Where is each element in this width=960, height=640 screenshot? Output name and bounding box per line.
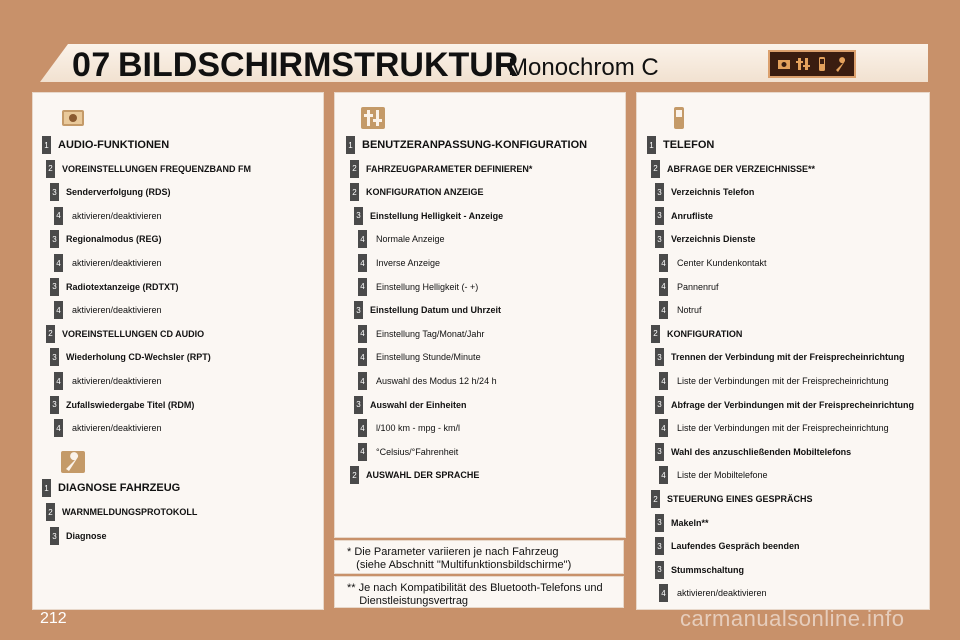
- menu-item: [358, 278, 478, 296]
- menu-item: [358, 230, 445, 248]
- level-badge: 4: [54, 207, 63, 225]
- audio-icon: [776, 56, 792, 72]
- level-badge: 4: [358, 230, 367, 248]
- menu-item: [346, 136, 587, 154]
- level-badge: 3: [354, 396, 363, 414]
- menu-item-label: aktivieren/deaktivieren: [72, 210, 162, 221]
- menu-item-label: VOREINSTELLUNGEN CD AUDIO: [62, 328, 205, 339]
- level-badge: 3: [655, 514, 664, 532]
- level-badge: 1: [647, 136, 656, 154]
- level-badge: 3: [50, 348, 59, 366]
- level-badge: 4: [358, 278, 367, 296]
- menu-item: [659, 278, 719, 296]
- menu-item-label: KONFIGURATION ANZEIGE: [366, 187, 484, 198]
- menu-item: [358, 254, 440, 272]
- level-badge: 3: [50, 527, 59, 545]
- page-title: BILDSCHIRMSTRUKTUR: [118, 46, 519, 84]
- menu-item: [659, 301, 702, 319]
- menu-item-label: l/100 km - mpg - km/l: [376, 423, 461, 434]
- menu-item: [358, 443, 458, 461]
- level-badge: 3: [655, 183, 664, 201]
- level-badge: 2: [46, 325, 55, 343]
- level-badge: 3: [655, 561, 664, 579]
- level-badge: 3: [354, 301, 363, 319]
- level-badge: 2: [46, 160, 55, 178]
- menu-item: [651, 160, 815, 178]
- level-badge: 2: [46, 503, 55, 521]
- menu-item: [655, 183, 754, 201]
- page-number: 212: [40, 610, 67, 627]
- menu-item-label: Liste der Verbindungen mit der Freisprecheinrichtung: [677, 423, 889, 434]
- menu-item-label: Verzeichnis Telefon: [671, 187, 755, 198]
- level-badge: 4: [54, 301, 63, 319]
- level-badge: 1: [42, 136, 51, 154]
- menu-item: [54, 372, 162, 390]
- footnote-bluetooth-text: ** Je nach Kompatibilität des Bluetooth-Telefons und Dienstleistungsvertrag: [347, 582, 603, 607]
- menu-item: [358, 372, 497, 390]
- menu-item-label: Zufallswiedergabe Titel (RDM): [66, 399, 195, 410]
- menu-item-label: Notruf: [677, 305, 702, 316]
- menu-item: [350, 160, 532, 178]
- level-badge: 4: [659, 372, 668, 390]
- level-badge: 4: [54, 254, 63, 272]
- menu-item: [54, 207, 162, 225]
- menu-item-label: DIAGNOSE FAHRZEUG: [58, 482, 181, 494]
- menu-item: [655, 207, 713, 225]
- menu-item: [651, 325, 742, 343]
- menu-item: [50, 230, 162, 248]
- menu-item-label: Normale Anzeige: [376, 234, 445, 245]
- menu-item: [42, 479, 180, 497]
- level-badge: 2: [651, 160, 660, 178]
- menu-item-label: AUSWAHL DER SPRACHE: [366, 470, 480, 481]
- menu-item: [651, 490, 813, 508]
- menu-item-label: Einstellung Helligkeit - Anzeige: [370, 210, 504, 221]
- level-badge: 3: [50, 183, 59, 201]
- menu-item: [354, 207, 503, 225]
- menu-item: [50, 527, 107, 545]
- menu-item-label: Trennen der Verbindung mit der Freisprecheinrichtung: [671, 352, 905, 363]
- menu-item: [655, 348, 905, 366]
- phone-icon: [666, 106, 692, 130]
- settings-icon: [360, 106, 386, 130]
- menu-item: [655, 230, 756, 248]
- menu-item-label: Verzeichnis Dienste: [671, 234, 756, 245]
- menu-item: [659, 584, 767, 602]
- level-badge: 4: [659, 419, 668, 437]
- level-badge: 1: [346, 136, 355, 154]
- level-badge: 4: [54, 419, 63, 437]
- menu-item: [354, 301, 501, 319]
- menu-item: [655, 561, 744, 579]
- level-badge: 3: [50, 396, 59, 414]
- menu-item: [659, 254, 767, 272]
- chapter-number: 07: [72, 46, 111, 84]
- menu-item: [50, 348, 211, 366]
- menu-item-label: aktivieren/deaktivieren: [677, 588, 767, 599]
- menu-item-label: Einstellung Helligkeit (- +): [376, 281, 479, 292]
- wrench-icon: [60, 450, 86, 474]
- menu-item: [350, 466, 479, 484]
- level-badge: 4: [659, 278, 668, 296]
- menu-item-label: °Celsius/°Fahrenheit: [376, 446, 459, 457]
- menu-item-label: aktivieren/deaktivieren: [72, 423, 162, 434]
- watermark: carmanualsonline.info: [680, 606, 905, 631]
- menu-item: [659, 372, 889, 390]
- level-badge: 3: [655, 348, 664, 366]
- level-badge: 3: [50, 278, 59, 296]
- level-badge: 3: [50, 230, 59, 248]
- level-badge: 4: [358, 419, 367, 437]
- footnote-parameters-text: * Die Parameter variieren je nach Fahrzeug (siehe Abschnitt "Multifunktionsbildschirme"): [347, 546, 572, 571]
- menu-item-label: Pannenruf: [677, 281, 719, 292]
- menu-item: [358, 348, 481, 366]
- menu-item-label: Diagnose: [66, 531, 107, 541]
- level-badge: 3: [655, 537, 664, 555]
- menu-item-label: Radiotextanzeige (RDTXT): [66, 281, 179, 292]
- menu-item: [46, 160, 251, 178]
- menu-item: [50, 278, 179, 296]
- menu-item-label: TELEFON: [663, 139, 715, 151]
- level-badge: 4: [659, 301, 668, 319]
- menu-item-label: Center Kundenkontakt: [677, 258, 767, 268]
- level-badge: 2: [350, 183, 359, 201]
- menu-item: [350, 183, 484, 201]
- menu-item-label: Liste der Mobiltelefone: [677, 470, 768, 481]
- menu-item: [659, 466, 768, 484]
- menu-item-label: aktivieren/deaktivieren: [72, 376, 162, 386]
- menu-item: [354, 396, 467, 414]
- level-badge: 3: [655, 396, 664, 414]
- menu-item: [54, 301, 162, 319]
- menu-item: [647, 136, 714, 154]
- menu-item-label: Auswahl der Einheiten: [370, 399, 467, 410]
- level-badge: 4: [358, 372, 367, 390]
- level-badge: 2: [651, 325, 660, 343]
- page-subtitle: Monochrom C: [508, 54, 659, 81]
- level-badge: 4: [358, 325, 367, 343]
- menu-item-label: ABFRAGE DER VERZEICHNISSE**: [667, 163, 816, 174]
- level-badge: 4: [659, 584, 668, 602]
- settings-icon: [795, 56, 811, 72]
- menu-item-label: Senderverfolgung (RDS): [66, 187, 171, 198]
- footnote-bluetooth: [334, 576, 624, 608]
- audio-icon: [60, 106, 86, 130]
- level-badge: 3: [354, 207, 363, 225]
- level-badge: 2: [350, 160, 359, 178]
- menu-item: [50, 396, 194, 414]
- menu-item-label: Wahl des anzuschließenden Mobiltelefons: [671, 446, 852, 457]
- menu-item-label: Regionalmodus (REG): [66, 234, 162, 245]
- menu-item: [655, 443, 851, 461]
- menu-item: [46, 503, 197, 521]
- level-badge: 4: [54, 372, 63, 390]
- menu-item-label: STEUERUNG EINES GESPRÄCHS: [667, 494, 813, 504]
- menu-item-label: Wiederholung CD-Wechsler (RPT): [66, 352, 211, 363]
- menu-item-label: WARNMELDUNGSPROTOKOLL: [62, 507, 198, 517]
- level-badge: 1: [42, 479, 51, 497]
- menu-item: [655, 537, 800, 555]
- menu-item-label: AUDIO-FUNKTIONEN: [58, 139, 170, 151]
- level-badge: 4: [358, 254, 367, 272]
- phone-icon: [814, 56, 830, 72]
- menu-item-label: BENUTZERANPASSUNG-KONFIGURATION: [362, 139, 588, 151]
- menu-item-label: Auswahl des Modus 12 h/24 h: [376, 376, 497, 386]
- level-badge: 4: [659, 466, 668, 484]
- level-badge: 4: [358, 348, 367, 366]
- menu-item-label: Laufendes Gespräch beenden: [671, 541, 800, 552]
- menu-item: [659, 419, 889, 437]
- wrench-icon: [833, 56, 849, 72]
- menu-item-label: KONFIGURATION: [667, 328, 743, 339]
- level-badge: 2: [350, 466, 359, 484]
- menu-item-label: Liste der Verbindungen mit der Freisprecheinrichtung: [677, 376, 889, 386]
- menu-item-label: Abfrage der Verbindungen mit der Freisprecheinrichtung: [671, 399, 915, 410]
- menu-item-label: aktivieren/deaktivieren: [72, 305, 162, 316]
- menu-item-label: Einstellung Datum und Uhrzeit: [370, 305, 502, 316]
- menu-item: [358, 325, 484, 343]
- menu-item-label: VOREINSTELLUNGEN FREQUENZBAND FM: [62, 163, 251, 174]
- menu-item-label: Einstellung Stunde/Minute: [376, 352, 481, 363]
- menu-item-label: FAHRZEUGPARAMETER DEFINIEREN*: [366, 163, 533, 174]
- chapter-icon-strip: [768, 50, 856, 78]
- menu-item-label: Makeln**: [671, 517, 709, 528]
- level-badge: 3: [655, 230, 664, 248]
- level-badge: 4: [659, 254, 668, 272]
- menu-item-label: Stummschaltung: [671, 564, 745, 575]
- level-badge: 4: [358, 443, 367, 461]
- footnote-parameters: [334, 540, 624, 574]
- menu-item-label: Inverse Anzeige: [376, 258, 441, 268]
- level-badge: 3: [655, 207, 664, 225]
- menu-item: [54, 254, 162, 272]
- menu-item: [50, 183, 171, 201]
- menu-item: [358, 419, 460, 437]
- menu-item-label: aktivieren/deaktivieren: [72, 258, 162, 268]
- level-badge: 2: [651, 490, 660, 508]
- menu-item-label: Anrufliste: [671, 210, 714, 221]
- menu-item: [655, 514, 709, 532]
- menu-item: [42, 136, 169, 154]
- menu-item-label: Einstellung Tag/Monat/Jahr: [376, 328, 485, 339]
- menu-item: [54, 419, 162, 437]
- menu-item: [655, 396, 914, 414]
- menu-item: [46, 325, 204, 343]
- level-badge: 3: [655, 443, 664, 461]
